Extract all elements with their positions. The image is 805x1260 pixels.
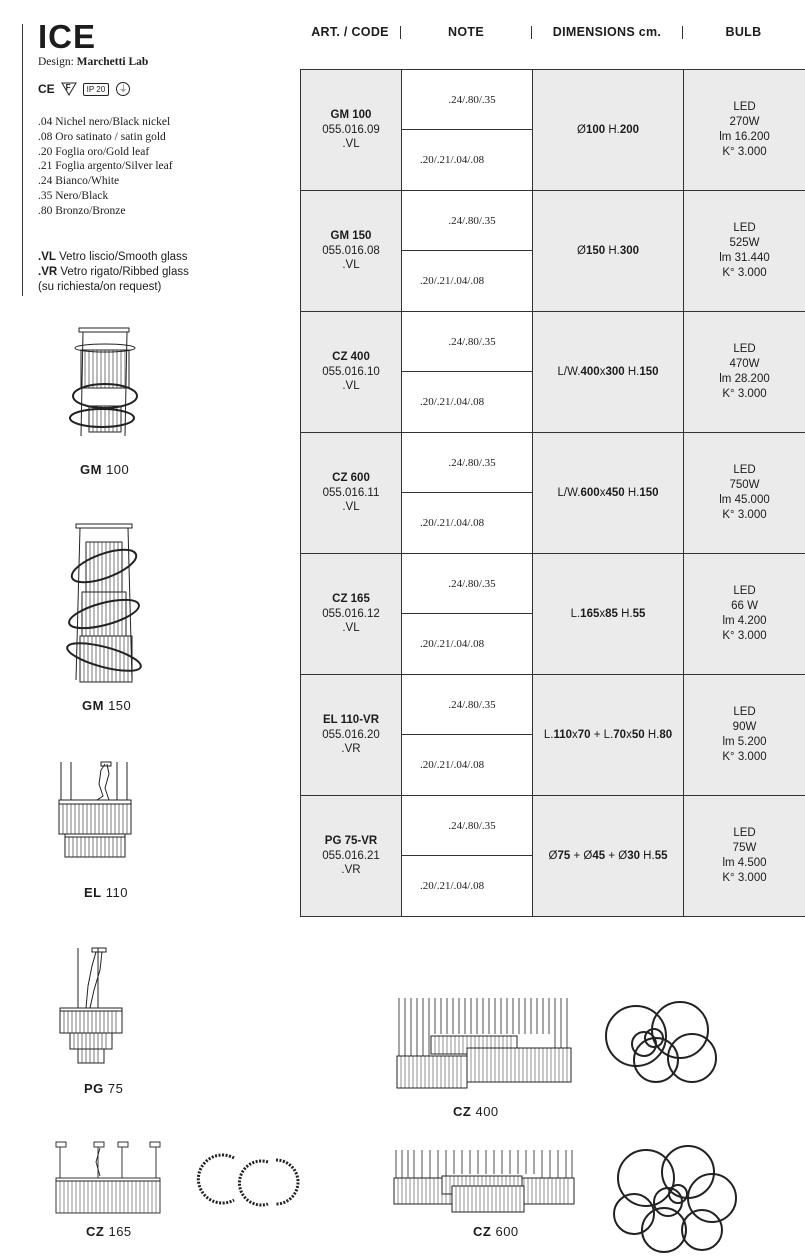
table-row [301, 70, 805, 191]
table-row [301, 554, 805, 675]
bulb-spec-line: 66 W [731, 600, 758, 612]
gm150-label: GM 150 [82, 698, 132, 713]
bulb-spec-line: LED [733, 222, 756, 234]
article-code-cell [301, 675, 402, 796]
bulb-spec-line: LED [733, 585, 756, 597]
cz600-drawing [392, 1148, 576, 1218]
dimensions-text: Ø75 + Ø45 + Ø30 H.55 [548, 850, 668, 862]
finish-item: .35 Nero/Black [38, 189, 109, 202]
article-code: 055.016.12 [322, 607, 380, 620]
article-name: EL 110-VR [322, 714, 380, 727]
note-finishes-top: .24/.80/.35 [402, 312, 532, 372]
bulb-spec-line: lm 45.000 [719, 494, 770, 506]
bulb-spec-line: LED [733, 706, 756, 718]
table-row [301, 433, 805, 554]
table-row [301, 675, 805, 796]
bulb-spec-line: lm 4.200 [722, 615, 767, 627]
note-finishes-top: .24/.80/.35 [402, 796, 532, 856]
article-name: GM 100 [330, 109, 372, 122]
cz600-plan-drawing [608, 1142, 740, 1254]
article-code-cell [301, 554, 402, 675]
bulb-spec-line: K° 3.000 [722, 146, 767, 158]
specification-table [300, 69, 805, 917]
column-header-note: NOTE [448, 25, 484, 39]
finish-item: .21 Foglia argento/Silver leaf [38, 160, 173, 173]
bulb-cell [684, 70, 805, 191]
note-cell [402, 675, 533, 796]
bulb-cell [684, 191, 805, 312]
cz165-plan-drawing [196, 1150, 312, 1210]
el110-drawing [55, 760, 135, 880]
glass-item: .VR Vetro rigato/Ribbed glass [38, 266, 189, 278]
cz165-drawing [52, 1140, 164, 1220]
article-code: 055.016.11 [322, 486, 380, 499]
article-code: 055.016.20 [322, 728, 380, 741]
article-name: PG 75-VR [324, 835, 378, 848]
article-code-cell [301, 312, 402, 433]
article-name: CZ 400 [332, 351, 370, 364]
dimensions-text: L/W.600x450 H.150 [557, 487, 659, 499]
bulb-cell [684, 675, 805, 796]
dimensions-text: L.110x70 + L.70x50 H.80 [543, 729, 673, 741]
bulb-cell [684, 554, 805, 675]
note-finishes-top: .24/.80/.35 [402, 675, 532, 735]
finish-item: .08 Oro satinato / satin gold [38, 130, 166, 143]
gm150-drawing [60, 522, 150, 692]
bulb-spec-line: K° 3.000 [722, 267, 767, 279]
bulb-spec-line: 750W [729, 479, 760, 491]
bulb-spec-line: K° 3.000 [722, 630, 767, 642]
table-row [301, 312, 805, 433]
pg75-label: PG 75 [84, 1081, 124, 1096]
dimensions-cell [533, 796, 684, 917]
cz400-drawing [395, 996, 575, 1094]
left-margin-rule [22, 24, 23, 296]
article-code-cell [301, 796, 402, 917]
ip-rating-badge: IP 20 [83, 83, 110, 96]
dimensions-cell [533, 191, 684, 312]
column-header-bulb: BULB [725, 25, 762, 39]
gm100-drawing [65, 326, 155, 461]
cz400-label: CZ 400 [453, 1104, 499, 1119]
ce-mark-icon: CE [38, 82, 55, 96]
dimensions-text: L.165x85 H.55 [570, 608, 646, 620]
note-cell [402, 191, 533, 312]
note-finishes-top: .24/.80/.35 [402, 191, 532, 251]
article-suffix: .VL [342, 138, 360, 151]
article-suffix: .VL [342, 501, 360, 514]
f-mark-icon: F [62, 83, 76, 95]
cz400-plan-drawing [596, 998, 720, 1086]
dimensions-text: Ø100 H.200 [576, 124, 640, 136]
column-header-dimensions: DIMENSIONS cm. [552, 25, 662, 39]
note-cell [402, 312, 533, 433]
article-name: GM 150 [330, 230, 372, 243]
bulb-spec-line: LED [733, 464, 756, 476]
cz600-label: CZ 600 [473, 1224, 519, 1239]
glass-item: .VL Vetro liscio/Smooth glass [38, 251, 188, 263]
article-code-cell [301, 433, 402, 554]
article-code: 055.016.10 [322, 365, 380, 378]
note-finishes-top: .24/.80/.35 [402, 554, 532, 614]
bulb-spec-line: lm 31.440 [719, 252, 770, 264]
dimensions-text: Ø150 H.300 [576, 245, 640, 257]
article-suffix: .VL [342, 622, 360, 635]
article-suffix: .VL [342, 380, 360, 393]
bulb-spec-line: K° 3.000 [722, 509, 767, 521]
bulb-spec-line: lm 4.500 [722, 857, 767, 869]
finish-item: .20 Foglia oro/Gold leaf [38, 145, 150, 158]
article-suffix: .VR [341, 864, 361, 877]
product-title: ICE [38, 18, 97, 55]
dimensions-cell [533, 312, 684, 433]
ground-icon: ⏚ [116, 82, 130, 96]
bulb-spec-line: lm 5.200 [722, 736, 767, 748]
note-finishes-top: .24/.80/.35 [402, 70, 532, 130]
note-finishes-bottom: .20/.21/.04/.08 [420, 638, 485, 650]
bulb-cell [684, 312, 805, 433]
glass-item: (su richiesta/on request) [38, 281, 162, 293]
bulb-spec-line: lm 28.200 [719, 373, 770, 385]
finish-item: .80 Bronzo/Bronze [38, 204, 126, 217]
article-suffix: .VR [341, 743, 361, 756]
table-row [301, 796, 805, 917]
bulb-spec-line: lm 16.200 [719, 131, 770, 143]
el110-label: EL 110 [84, 885, 128, 900]
dimensions-cell [533, 433, 684, 554]
bulb-spec-line: LED [733, 101, 756, 113]
bulb-spec-line: 90W [732, 721, 757, 733]
note-finishes-bottom: .20/.21/.04/.08 [420, 880, 485, 892]
dimensions-text: L/W.400x300 H.150 [557, 366, 659, 378]
note-cell [402, 554, 533, 675]
article-code-cell [301, 191, 402, 312]
glass-options [38, 250, 189, 295]
note-cell [402, 70, 533, 191]
dimensions-cell [533, 70, 684, 191]
note-finishes-bottom: .20/.21/.04/.08 [420, 759, 485, 771]
bulb-spec-line: 270W [729, 116, 760, 128]
bulb-spec-line: K° 3.000 [722, 388, 767, 400]
designer-prefix: Design: [38, 56, 74, 68]
note-finishes-bottom: .20/.21/.04/.08 [420, 517, 485, 529]
dimensions-cell [533, 675, 684, 796]
gm100-label: GM 100 [80, 462, 130, 477]
article-code: 055.016.09 [322, 123, 380, 136]
note-finishes-top: .24/.80/.35 [402, 433, 532, 493]
pg75-drawing [58, 946, 128, 1076]
article-code: 055.016.21 [322, 849, 380, 862]
bulb-spec-line: 75W [732, 842, 757, 854]
dimensions-cell [533, 554, 684, 675]
bulb-spec-line: 470W [729, 358, 760, 370]
article-code: 055.016.08 [322, 244, 380, 257]
note-finishes-bottom: .20/.21/.04/.08 [420, 396, 485, 408]
designer-credit [38, 56, 148, 68]
column-header-art: ART. / CODE [311, 25, 389, 39]
bulb-spec-line: 525W [729, 237, 760, 249]
article-name: CZ 165 [332, 593, 370, 606]
finish-item: .04 Nichel nero/Black nickel [38, 116, 171, 128]
note-finishes-bottom: .20/.21/.04/.08 [420, 275, 485, 287]
article-code-cell [301, 70, 402, 191]
bulb-cell [684, 796, 805, 917]
designer-name: Marchetti Lab [76, 56, 149, 68]
table-row [301, 191, 805, 312]
bulb-spec-line: LED [733, 827, 756, 839]
certification-marks [38, 82, 130, 96]
bulb-spec-line: K° 3.000 [722, 872, 767, 884]
bulb-spec-line: LED [733, 343, 756, 355]
finish-list [38, 115, 173, 219]
note-cell [402, 796, 533, 917]
note-finishes-bottom: .20/.21/.04/.08 [420, 154, 485, 166]
note-cell [402, 433, 533, 554]
finish-item: .24 Bianco/White [38, 175, 120, 188]
bulb-spec-line: K° 3.000 [722, 751, 767, 763]
article-name: CZ 600 [332, 472, 370, 485]
bulb-cell [684, 433, 805, 554]
cz165-label: CZ 165 [86, 1224, 132, 1239]
article-suffix: .VL [342, 259, 360, 272]
